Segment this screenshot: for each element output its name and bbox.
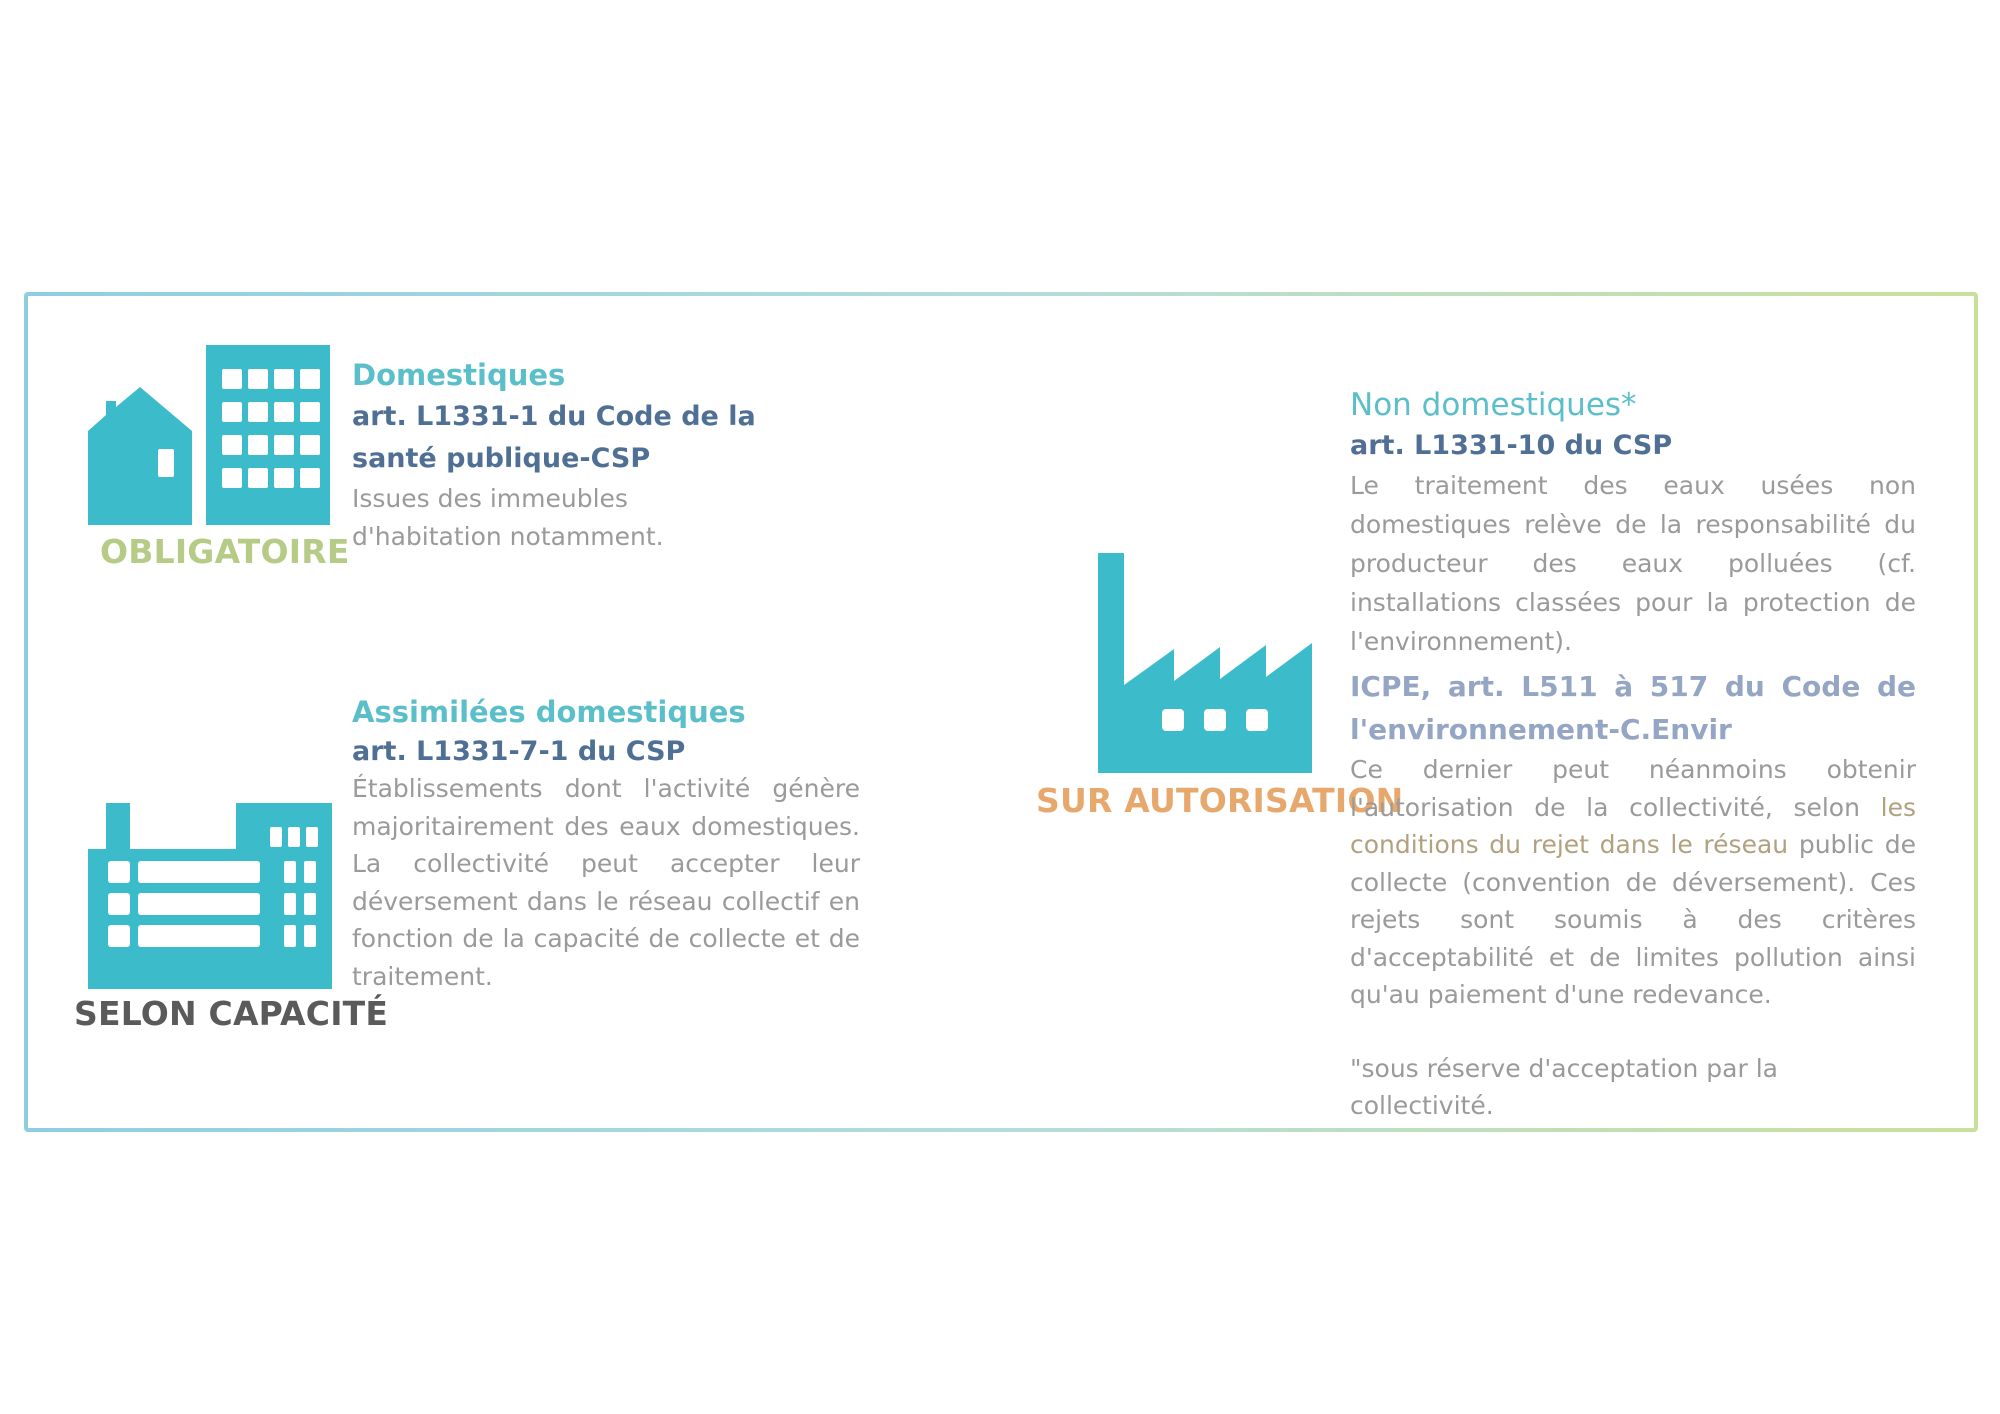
desc2-link: les conditions du rejet dans le réseau [1350,792,1916,859]
assimilees-title: Assimilées domestiques [352,695,746,729]
non-domestiques-desc2 [1350,751,1916,1014]
assimilees-ref: art. L1331-7-1 du CSP [352,736,686,767]
desc2-before: Ce dernier peut néanmoins obtenir l'autorisation de la collectivité, selon [1350,755,1916,822]
domestiques-text [352,354,872,555]
non-domestiques-text [1350,384,1916,1125]
house-and-building-icon [86,345,330,525]
domestiques-ref-line1: art. L1331-1 du Code de la [352,401,756,432]
domestiques-desc-line1: Issues des immeubles [352,484,628,513]
desc2-after: public de collecte (convention de déversement). Ces rejets sont soumis à des critères d'acceptabilité et de limites pollution ainsi qu'au paiement d'une redevance. [1350,830,1916,1009]
domestiques-title: Domestiques [352,358,566,392]
caption-obligatoire: OBLIGATOIRE [100,532,350,571]
domestiques-ref-line2: santé publique-CSP [352,443,651,474]
non-domestiques-desc: Le traitement des eaux usées non domestiques relève de la responsabilité du producteur des eaux polluées (cf. installations classées pour la protection de l'environnement). [1350,471,1916,656]
non-domestiques-ref: art. L1331-10 du CSP [1350,430,1673,461]
domestiques-desc-line2: d'habitation notamment. [352,521,664,551]
caption-selon-capacite: SELON CAPACITÉ [74,994,389,1033]
non-domestiques-title: Non domestiques* [1350,387,1637,423]
industrial-building-icon [88,803,332,989]
caption-sur-autorisation: SUR AUTORISATION [1036,781,1404,820]
assimilees-desc: Établissements dont l'activité génère majoritairement des eaux domestiques. La collectivité peut accepter leur déversement dans le réseau collectif en fonction de la capacité de collecte et de traitement. [352,774,860,991]
non-domestiques-footnote: "sous réserve d'acceptation par la collectivité. [1350,1053,1778,1120]
assimilees-text [352,691,860,995]
factory-icon [1094,553,1316,773]
non-domestiques-ref2: ICPE, art. L511 à 517 du Code de l'environnement-C.Envir [1350,670,1916,746]
